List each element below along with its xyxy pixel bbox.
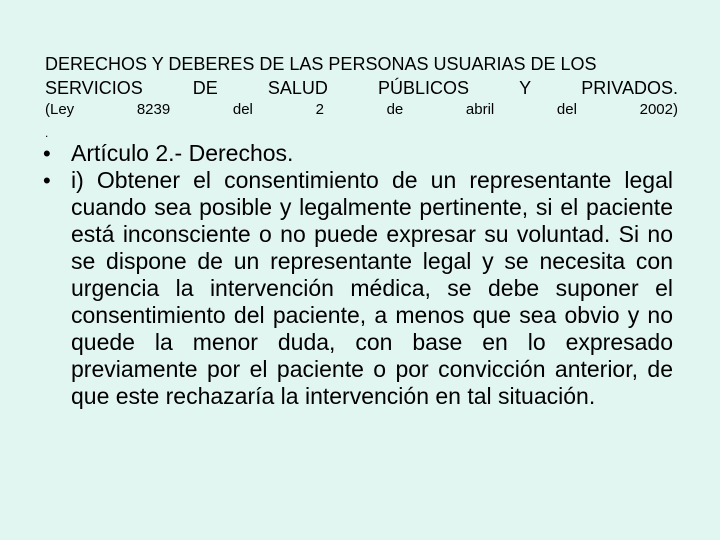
stray-dot: . bbox=[45, 126, 49, 140]
title-word: PÚBLICOS bbox=[378, 78, 470, 98]
article-clause-text: i) Obtener el consentimiento de un representante legal cuando sea posible y legalmente pertinente, si el paciente está inconsciente o no puede expresar su voluntad. Si no se dispone de un representante legal y se necesita con urgencia la intervención médica, se debe suponer el consentimiento del paciente, a menos que sea obvio y no quede la menor duda, con base en lo expresado previamente por el paciente o por convicción anterior, de que este rechazaría la intervención en tal situación. bbox=[71, 167, 673, 409]
article-heading-text: Artículo 2.- Derechos. bbox=[71, 140, 294, 166]
citation-word: abril bbox=[465, 101, 495, 118]
document-header bbox=[45, 52, 678, 140]
title-word: PRIVADOS. bbox=[581, 78, 678, 98]
title-word: SERVICIOS bbox=[45, 78, 143, 98]
article-clause bbox=[43, 167, 673, 410]
title-line-2 bbox=[45, 76, 678, 100]
title-word: DE bbox=[192, 78, 218, 98]
bullet-icon: • bbox=[43, 168, 51, 193]
law-citation bbox=[45, 100, 678, 120]
citation-word: 2002) bbox=[639, 101, 678, 118]
citation-word: 2 bbox=[315, 101, 324, 118]
title-word: SALUD bbox=[267, 78, 328, 98]
bullet-list bbox=[43, 140, 673, 410]
citation-word: 8239 bbox=[136, 101, 171, 118]
citation-word: del bbox=[232, 101, 253, 118]
title-word: Y bbox=[519, 78, 532, 98]
citation-word: del bbox=[556, 101, 577, 118]
bullet-icon: • bbox=[43, 141, 51, 166]
citation-word: de bbox=[386, 101, 404, 118]
citation-word: (Ley bbox=[45, 101, 75, 118]
title-line-1: DERECHOS Y DEBERES DE LAS PERSONAS USUARIAS DE LOS bbox=[45, 54, 597, 74]
article-heading bbox=[43, 140, 673, 167]
